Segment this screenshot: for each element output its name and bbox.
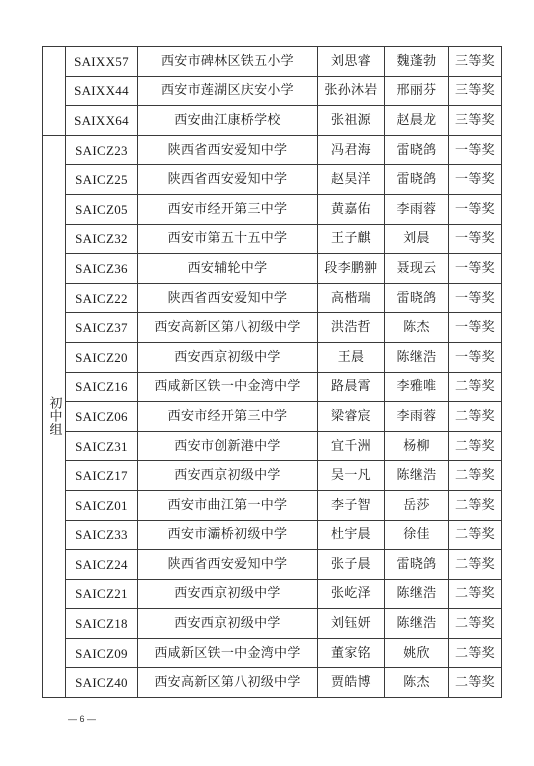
school-cell: 西安市碑林区铁五小学 bbox=[138, 47, 318, 77]
entry-id-cell: SAICZ33 bbox=[66, 520, 138, 550]
school-cell: 西安曲江康桥学校 bbox=[138, 106, 318, 136]
award-cell: 一等奖 bbox=[449, 135, 502, 165]
school-cell: 西安市莲湖区庆安小学 bbox=[138, 76, 318, 106]
award-cell: 一等奖 bbox=[449, 254, 502, 284]
table-row bbox=[43, 224, 502, 254]
award-cell: 二等奖 bbox=[449, 402, 502, 432]
table-row bbox=[43, 490, 502, 520]
teacher-name-cell: 雷晓鸽 bbox=[385, 135, 449, 165]
table-row bbox=[43, 254, 502, 284]
entry-id-cell: SAICZ40 bbox=[66, 668, 138, 698]
table-row bbox=[43, 283, 502, 313]
teacher-name-cell: 聂现云 bbox=[385, 254, 449, 284]
award-cell: 二等奖 bbox=[449, 431, 502, 461]
school-cell: 陕西省西安爱知中学 bbox=[138, 135, 318, 165]
teacher-name-cell: 雷晓鸽 bbox=[385, 550, 449, 580]
teacher-name-cell: 陈继浩 bbox=[385, 461, 449, 491]
table-row bbox=[43, 402, 502, 432]
entry-id-cell: SAIXX64 bbox=[66, 106, 138, 136]
entry-id-cell: SAICZ17 bbox=[66, 461, 138, 491]
entry-id-cell: SAICZ22 bbox=[66, 283, 138, 313]
school-cell: 陕西省西安爱知中学 bbox=[138, 550, 318, 580]
award-cell: 三等奖 bbox=[449, 76, 502, 106]
entry-id-cell: SAICZ05 bbox=[66, 194, 138, 224]
school-cell: 西安西京初级中学 bbox=[138, 342, 318, 372]
teacher-name-cell: 陈杰 bbox=[385, 313, 449, 343]
student-name-cell: 刘思睿 bbox=[318, 47, 385, 77]
awards-table-body bbox=[43, 47, 502, 698]
entry-id-cell: SAICZ23 bbox=[66, 135, 138, 165]
student-name-cell: 吴一凡 bbox=[318, 461, 385, 491]
school-cell: 西安市经开第三中学 bbox=[138, 402, 318, 432]
student-name-cell: 黄嘉佑 bbox=[318, 194, 385, 224]
entry-id-cell: SAICZ32 bbox=[66, 224, 138, 254]
student-name-cell: 董家铭 bbox=[318, 638, 385, 668]
entry-id-cell: SAIXX57 bbox=[66, 47, 138, 77]
award-cell: 三等奖 bbox=[449, 47, 502, 77]
student-name-cell: 张孙沐岩 bbox=[318, 76, 385, 106]
table-row bbox=[43, 461, 502, 491]
student-name-cell: 刘钰妍 bbox=[318, 609, 385, 639]
school-cell: 陕西省西安爱知中学 bbox=[138, 165, 318, 195]
school-cell: 西安高新区第八初级中学 bbox=[138, 313, 318, 343]
table-row bbox=[43, 165, 502, 195]
teacher-name-cell: 岳莎 bbox=[385, 490, 449, 520]
table-row bbox=[43, 668, 502, 698]
student-name-cell: 李子智 bbox=[318, 490, 385, 520]
table-row bbox=[43, 609, 502, 639]
teacher-name-cell: 姚欣 bbox=[385, 638, 449, 668]
student-name-cell: 赵昊洋 bbox=[318, 165, 385, 195]
table-row bbox=[43, 194, 502, 224]
award-cell: 三等奖 bbox=[449, 106, 502, 136]
student-name-cell: 梁睿宸 bbox=[318, 402, 385, 432]
entry-id-cell: SAIXX44 bbox=[66, 76, 138, 106]
school-cell: 西安西京初级中学 bbox=[138, 579, 318, 609]
entry-id-cell: SAICZ37 bbox=[66, 313, 138, 343]
group-cell-middle-school: 初中组 bbox=[43, 135, 66, 697]
student-name-cell: 张祖源 bbox=[318, 106, 385, 136]
entry-id-cell: SAICZ18 bbox=[66, 609, 138, 639]
school-cell: 西安市灞桥初级中学 bbox=[138, 520, 318, 550]
teacher-name-cell: 李雨蓉 bbox=[385, 194, 449, 224]
entry-id-cell: SAICZ24 bbox=[66, 550, 138, 580]
teacher-name-cell: 雷晓鸽 bbox=[385, 165, 449, 195]
awards-table bbox=[42, 46, 502, 698]
student-name-cell: 王子麒 bbox=[318, 224, 385, 254]
award-cell: 一等奖 bbox=[449, 194, 502, 224]
award-cell: 一等奖 bbox=[449, 165, 502, 195]
student-name-cell: 张屹泽 bbox=[318, 579, 385, 609]
table-row bbox=[43, 135, 502, 165]
table-row bbox=[43, 638, 502, 668]
school-cell: 西安市经开第三中学 bbox=[138, 194, 318, 224]
school-cell: 西安高新区第八初级中学 bbox=[138, 668, 318, 698]
school-cell: 西安西京初级中学 bbox=[138, 461, 318, 491]
teacher-name-cell: 陈杰 bbox=[385, 668, 449, 698]
award-cell: 二等奖 bbox=[449, 638, 502, 668]
table-row bbox=[43, 313, 502, 343]
entry-id-cell: SAICZ01 bbox=[66, 490, 138, 520]
award-cell: 二等奖 bbox=[449, 609, 502, 639]
table-row bbox=[43, 579, 502, 609]
entry-id-cell: SAICZ31 bbox=[66, 431, 138, 461]
school-cell: 西安西京初级中学 bbox=[138, 609, 318, 639]
entry-id-cell: SAICZ20 bbox=[66, 342, 138, 372]
table-row bbox=[43, 342, 502, 372]
student-name-cell: 杜宇晨 bbox=[318, 520, 385, 550]
page-number: — 6 — bbox=[68, 714, 97, 724]
teacher-name-cell: 李雅唯 bbox=[385, 372, 449, 402]
student-name-cell: 冯君海 bbox=[318, 135, 385, 165]
table-row bbox=[43, 550, 502, 580]
award-cell: 一等奖 bbox=[449, 283, 502, 313]
award-cell: 二等奖 bbox=[449, 372, 502, 402]
award-cell: 二等奖 bbox=[449, 579, 502, 609]
table-row bbox=[43, 431, 502, 461]
school-cell: 西安辅轮中学 bbox=[138, 254, 318, 284]
entry-id-cell: SAICZ09 bbox=[66, 638, 138, 668]
table-row bbox=[43, 47, 502, 77]
teacher-name-cell: 陈继浩 bbox=[385, 342, 449, 372]
school-cell: 西安市创新港中学 bbox=[138, 431, 318, 461]
award-cell: 二等奖 bbox=[449, 668, 502, 698]
student-name-cell: 王晨 bbox=[318, 342, 385, 372]
teacher-name-cell: 赵晨龙 bbox=[385, 106, 449, 136]
teacher-name-cell: 陈继浩 bbox=[385, 579, 449, 609]
award-cell: 一等奖 bbox=[449, 224, 502, 254]
teacher-name-cell: 杨柳 bbox=[385, 431, 449, 461]
award-cell: 二等奖 bbox=[449, 461, 502, 491]
teacher-name-cell: 刘晨 bbox=[385, 224, 449, 254]
student-name-cell: 段李鹏翀 bbox=[318, 254, 385, 284]
school-cell: 西安市曲江第一中学 bbox=[138, 490, 318, 520]
award-cell: 二等奖 bbox=[449, 550, 502, 580]
award-cell: 一等奖 bbox=[449, 313, 502, 343]
entry-id-cell: SAICZ21 bbox=[66, 579, 138, 609]
student-name-cell: 张子晨 bbox=[318, 550, 385, 580]
table-row bbox=[43, 106, 502, 136]
award-cell: 二等奖 bbox=[449, 520, 502, 550]
school-cell: 陕西省西安爱知中学 bbox=[138, 283, 318, 313]
school-cell: 西咸新区铁一中金湾中学 bbox=[138, 372, 318, 402]
table-row bbox=[43, 520, 502, 550]
student-name-cell: 贾皓博 bbox=[318, 668, 385, 698]
entry-id-cell: SAICZ36 bbox=[66, 254, 138, 284]
student-name-cell: 宜千洲 bbox=[318, 431, 385, 461]
teacher-name-cell: 邢丽芬 bbox=[385, 76, 449, 106]
award-cell: 二等奖 bbox=[449, 490, 502, 520]
school-cell: 西安市第五十五中学 bbox=[138, 224, 318, 254]
teacher-name-cell: 李雨蓉 bbox=[385, 402, 449, 432]
student-name-cell: 洪浩哲 bbox=[318, 313, 385, 343]
award-cell: 一等奖 bbox=[449, 342, 502, 372]
entry-id-cell: SAICZ16 bbox=[66, 372, 138, 402]
school-cell: 西咸新区铁一中金湾中学 bbox=[138, 638, 318, 668]
teacher-name-cell: 陈继浩 bbox=[385, 609, 449, 639]
teacher-name-cell: 雷晓鸽 bbox=[385, 283, 449, 313]
table-row bbox=[43, 372, 502, 402]
table-row bbox=[43, 76, 502, 106]
entry-id-cell: SAICZ06 bbox=[66, 402, 138, 432]
teacher-name-cell: 徐佳 bbox=[385, 520, 449, 550]
entry-id-cell: SAICZ25 bbox=[66, 165, 138, 195]
group-cell-primary bbox=[43, 47, 66, 136]
student-name-cell: 高楷瑞 bbox=[318, 283, 385, 313]
teacher-name-cell: 魏蓬勃 bbox=[385, 47, 449, 77]
student-name-cell: 路晨霄 bbox=[318, 372, 385, 402]
